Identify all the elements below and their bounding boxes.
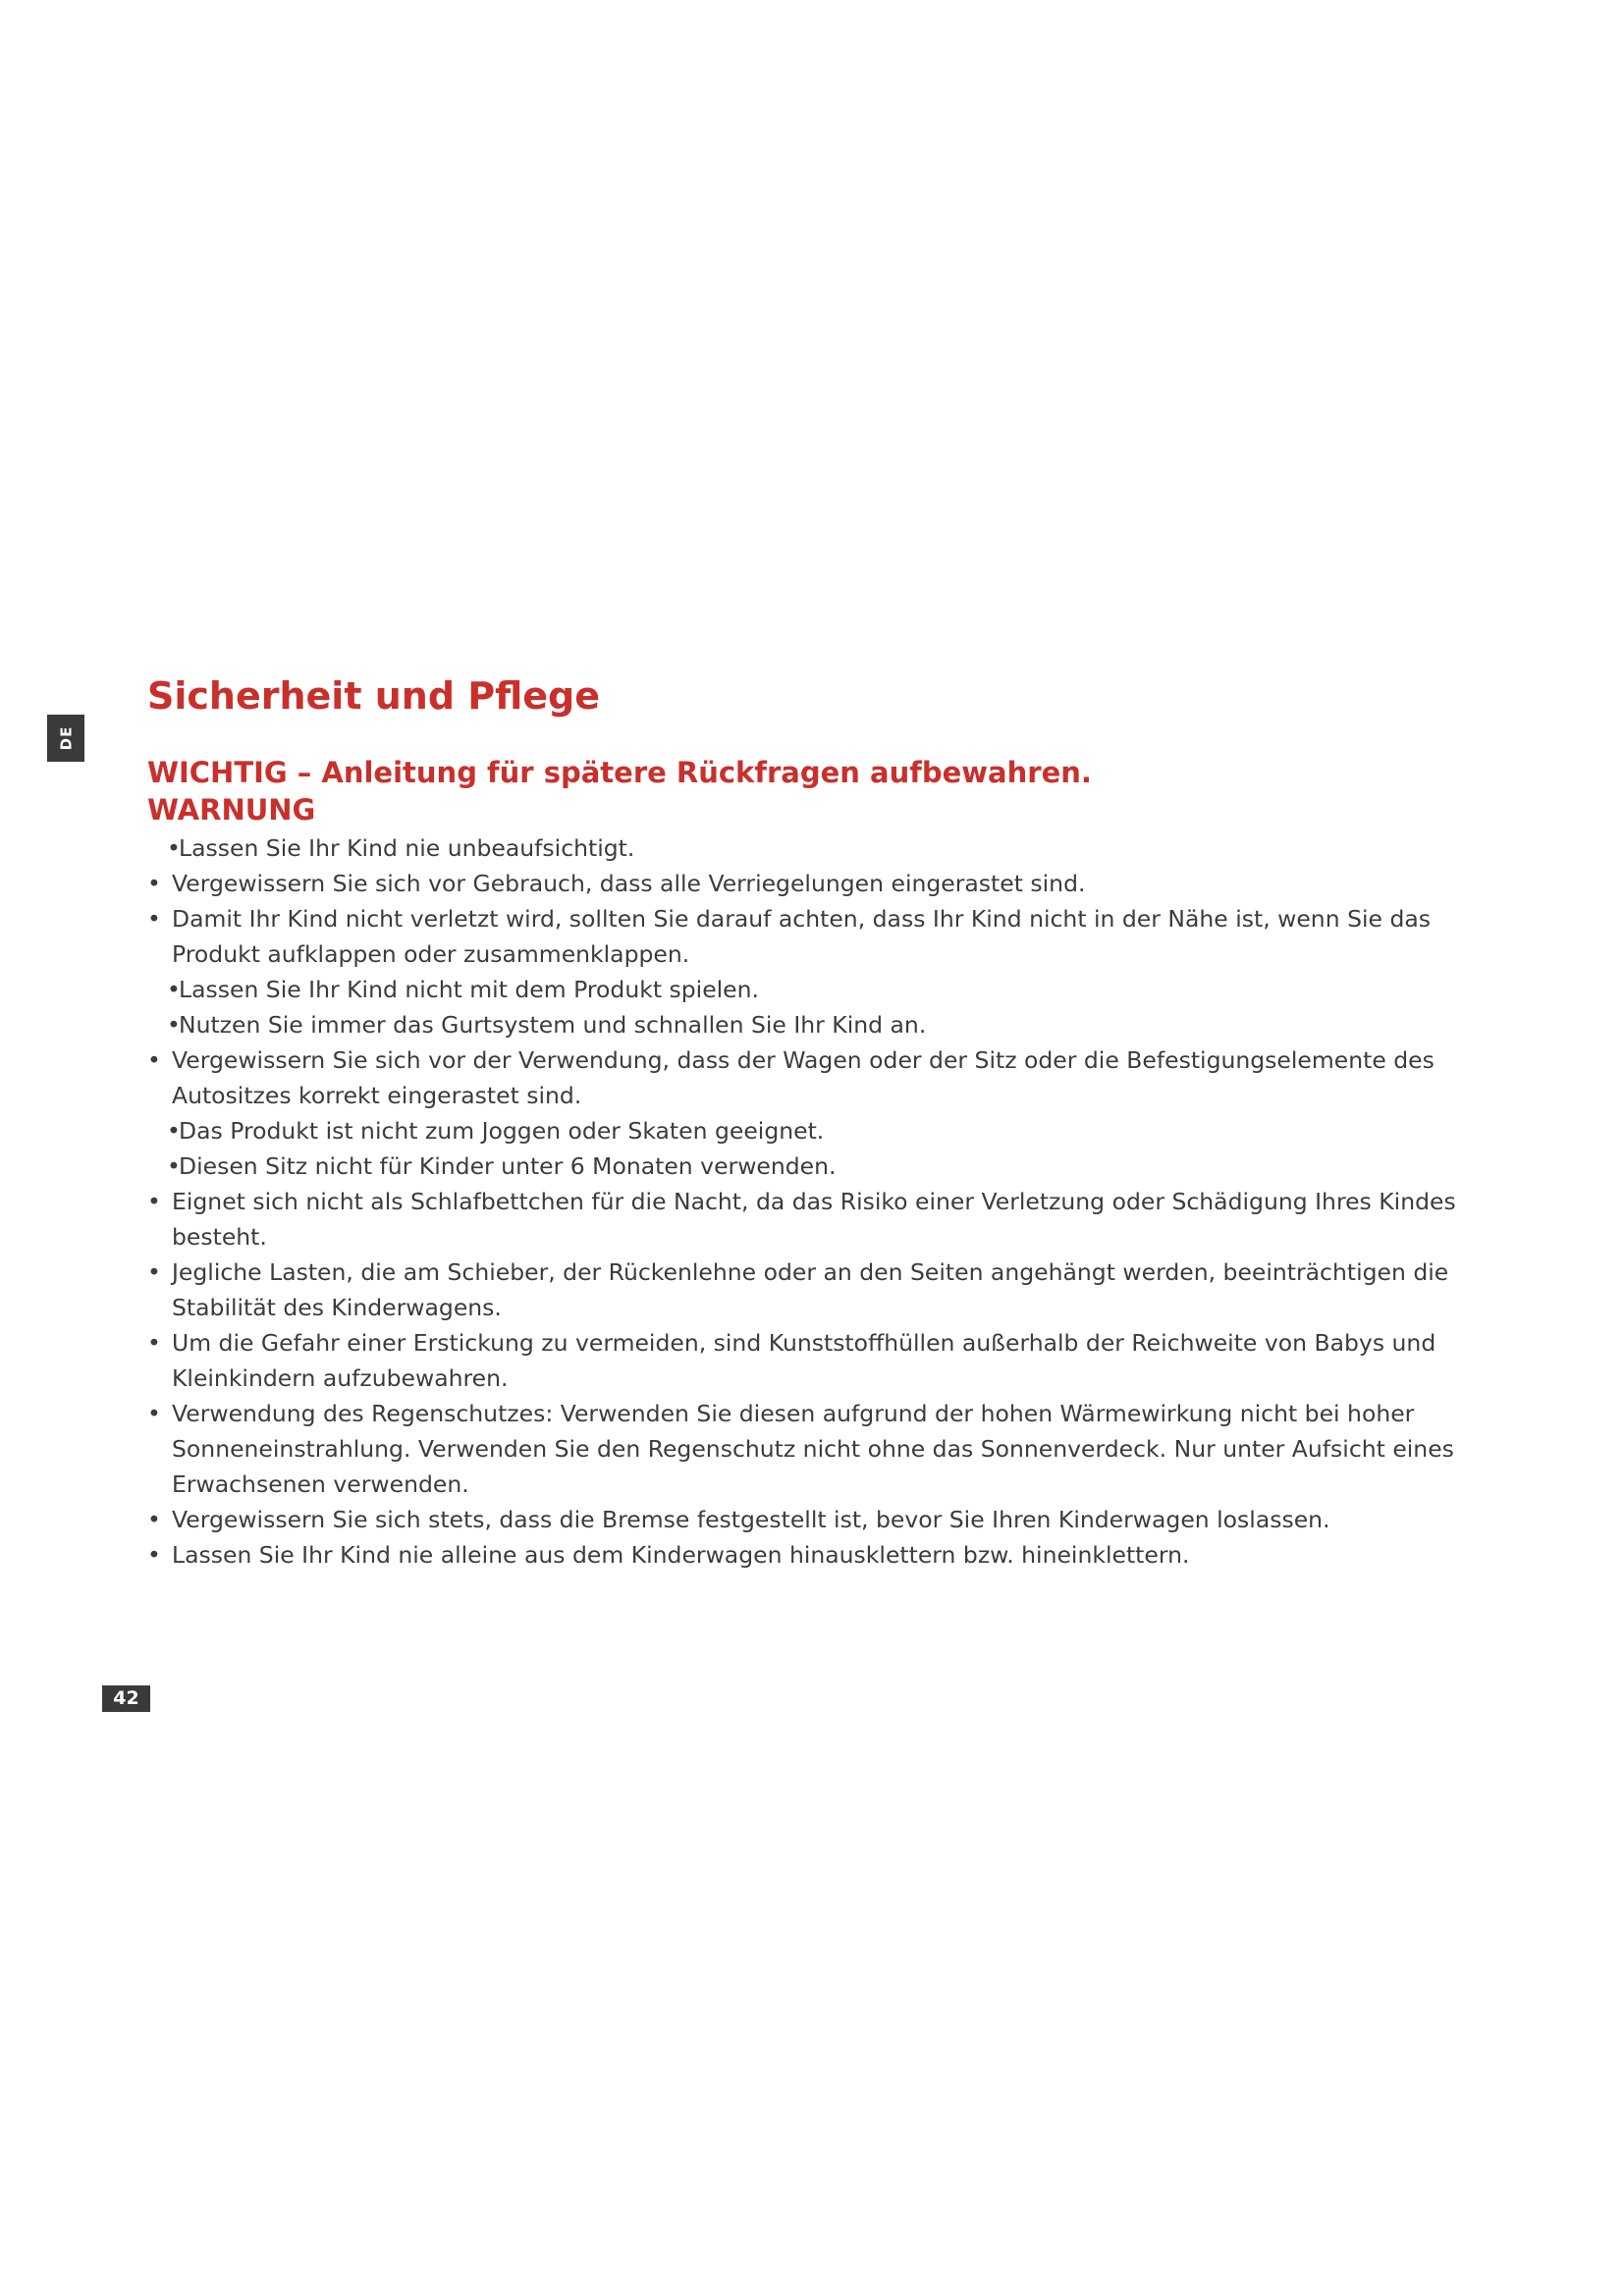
warning-item [147,1007,1492,1042]
warning-item-text: Nutzen Sie immer das Gurtsystem und schnallen Sie Ihr Kind an. [179,1011,927,1039]
language-tab [47,715,84,762]
warning-item-text: Vergewissern Sie sich vor Gebrauch, dass alle Verriegelungen eingerastet sind. [172,870,1086,897]
warning-item-text: Eignet sich nicht als Schlafbettchen für die Nacht, da das Risiko einer Verletzung oder Schädigung Ihres Kindes besteht. [172,1188,1456,1251]
warning-item-text: Vergewissern Sie sich stets, dass die Bremse festgestellt ist, bevor Sie Ihren Kinderwagen loslassen. [172,1506,1330,1533]
warning-item-text: Damit Ihr Kind nicht verletzt wird, sollten Sie darauf achten, dass Ihr Kind nicht in der Nähe ist, wenn Sie das Produkt aufklappen oder zusammenklappen. [172,905,1432,968]
bullet-icon: • [147,870,161,897]
warning-item [147,901,1492,972]
bullet-icon: • [147,1400,161,1427]
warning-item [147,1148,1492,1184]
warning-item-text: Um die Gefahr einer Erstickung zu vermeiden, sind Kunststoffhüllen außerhalb der Reichweite von Babys und Kleinkindern aufzubewahren. [172,1329,1436,1392]
warning-item-text: Lassen Sie Ihr Kind nie alleine aus dem Kinderwagen hinausklettern bzw. hineinklettern. [172,1541,1190,1569]
warning-item [147,1502,1492,1537]
warning-list [147,830,1492,1573]
warning-item-text: Lassen Sie Ihr Kind nicht mit dem Produkt spielen. [179,976,759,1003]
section-title: Sicherheit und Pflege [147,674,601,718]
bullet-icon: • [167,834,181,862]
warning-item-text: Vergewissern Sie sich vor der Verwendung, dass der Wagen oder der Sitz oder die Befestigungselemente des Autositzes korrekt eingerastet sind. [172,1046,1435,1109]
warning-item-text: Das Produkt ist nicht zum Joggen oder Skaten geeignet. [179,1117,825,1145]
bullet-icon: • [147,1541,161,1569]
language-tab-label: DE [56,725,75,751]
bullet-icon: • [147,1258,161,1286]
bullet-icon: • [147,1188,161,1215]
warning-item-text: Lassen Sie Ihr Kind nie unbeaufsichtigt. [179,834,635,862]
bullet-icon: • [167,1152,181,1180]
warning-item [147,1113,1492,1148]
bullet-icon: • [147,1046,161,1074]
bullet-icon: • [147,1329,161,1357]
warning-item [147,1042,1492,1113]
important-notice: WICHTIG – Anleitung für spätere Rückfragen aufbewahren. [147,756,1092,789]
warning-heading: WARNUNG [147,793,316,827]
bullet-icon: • [167,1011,181,1039]
warning-item [147,1537,1492,1573]
bullet-icon: • [147,905,161,933]
safety-section [147,671,1492,1573]
warning-item [147,830,1492,866]
page-number: 42 [102,1685,150,1712]
warning-item [147,1396,1492,1502]
bullet-icon: • [167,1117,181,1145]
warning-item [147,1255,1492,1325]
warning-item-text: Diesen Sitz nicht für Kinder unter 6 Monaten verwenden. [179,1152,837,1180]
warning-item [147,1184,1492,1255]
warning-item [147,1325,1492,1396]
warning-item [147,866,1492,901]
warning-item-text: Verwendung des Regenschutzes: Verwenden Sie diesen aufgrund der hohen Wärmewirkung nicht bei hoher Sonneneinstrahlung. Verwenden Sie den Regenschutz nicht ohne das Sonnenverdeck. Nur unter Aufsicht eines Erwachsenen verwenden. [172,1400,1454,1498]
warning-item [147,972,1492,1007]
bullet-icon: • [167,976,181,1003]
bullet-icon: • [147,1506,161,1533]
warning-item-text: Jegliche Lasten, die am Schieber, der Rückenlehne oder an den Seiten angehängt werden, beeinträchtigen die Stabilität des Kinderwagens. [172,1258,1449,1321]
